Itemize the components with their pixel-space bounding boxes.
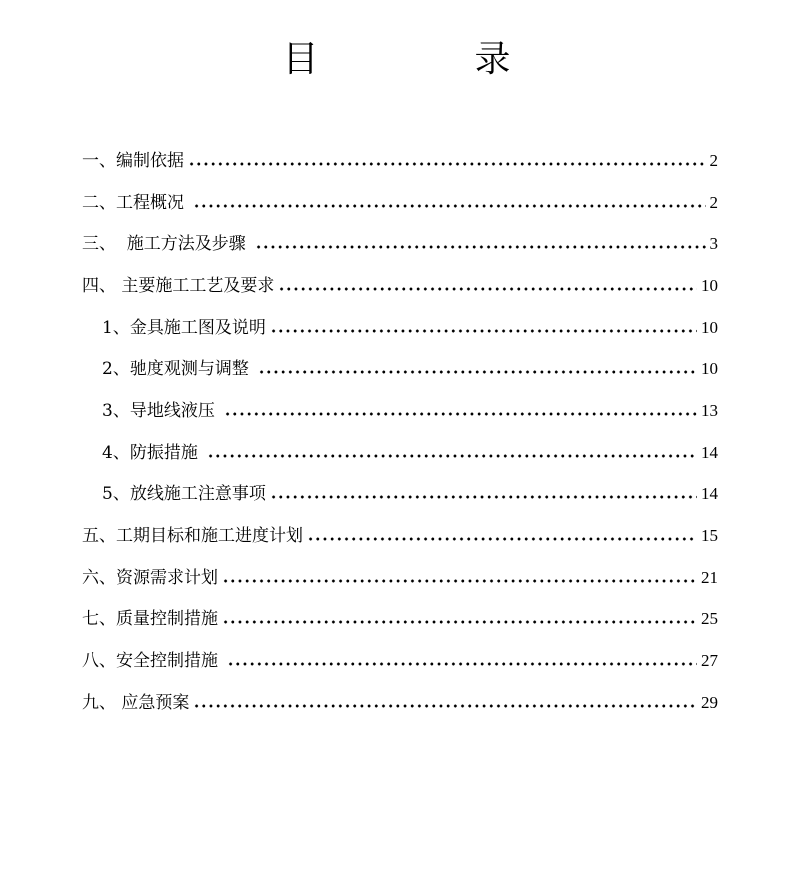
toc-entry-page: 2 <box>709 192 718 212</box>
toc-entry-page: 29 <box>701 692 718 712</box>
dot-leader <box>258 359 697 379</box>
toc-entry-page: 10 <box>701 359 718 379</box>
toc-entry-label: 三、 施工方法及步骤 <box>82 234 252 255</box>
toc-entry-label: 八、安全控制措施 <box>82 651 224 672</box>
toc-entry[interactable] <box>82 140 718 182</box>
toc-entry-page: 3 <box>709 234 718 254</box>
dot-leader <box>207 443 697 463</box>
toc-entry-page: 10 <box>701 317 718 337</box>
dot-leader <box>270 318 697 338</box>
toc-entry-label: 一、编制依据 <box>82 150 184 171</box>
toc-entry[interactable] <box>82 515 718 557</box>
toc-entry-label: 七、质量控制措施 <box>82 609 218 630</box>
toc-entry-label: 四、 主要施工工艺及要求 <box>82 275 275 296</box>
toc-entry[interactable] <box>82 682 718 724</box>
toc-entry-page: 25 <box>701 609 718 629</box>
toc-entry-page: 14 <box>701 442 718 462</box>
toc-entry-page: 27 <box>701 651 718 671</box>
dot-leader <box>193 193 705 213</box>
toc-subentry[interactable] <box>82 307 718 349</box>
dot-leader <box>188 151 706 171</box>
toc-entry-page: 15 <box>701 526 718 546</box>
toc-entry-page: 13 <box>701 400 718 420</box>
toc-entry-label: 六、资源需求计划 <box>82 567 218 588</box>
page-title: 目 录 <box>282 39 571 80</box>
toc-entry-label: 3、导地线液压 <box>102 400 221 421</box>
dot-leader <box>307 526 697 546</box>
toc-entry-page: 10 <box>701 275 718 295</box>
toc-entry-page: 14 <box>701 484 718 504</box>
toc-entry-label: 1、金具施工图及说明 <box>102 317 266 338</box>
dot-leader <box>278 276 697 296</box>
toc-entry-label: 九、 应急预案 <box>82 692 190 713</box>
toc-subentry[interactable] <box>82 390 718 432</box>
dot-leader <box>255 234 705 254</box>
dot-leader <box>193 693 697 713</box>
dot-leader <box>222 568 697 588</box>
toc-entry-label: 2、驰度观测与调整 <box>102 359 255 380</box>
toc-entry[interactable] <box>82 557 718 599</box>
dot-leader <box>227 651 697 671</box>
toc-entry-label: 五、工期目标和施工进度计划 <box>82 526 303 547</box>
toc-entry[interactable] <box>82 640 718 682</box>
toc-entry-label: 二、工程概况 <box>82 192 190 213</box>
toc-entry[interactable] <box>82 182 718 224</box>
toc-entry-label: 5、放线施工注意事项 <box>102 484 266 505</box>
table-of-contents <box>82 140 718 724</box>
toc-entry[interactable] <box>82 223 718 265</box>
dot-leader <box>222 609 697 629</box>
toc-subentry[interactable] <box>82 432 718 474</box>
dot-leader <box>270 484 697 504</box>
toc-subentry[interactable] <box>82 474 718 516</box>
toc-entry-page: 2 <box>709 150 718 170</box>
toc-entry[interactable] <box>82 265 718 307</box>
toc-entry-label: 4、防振措施 <box>102 442 204 463</box>
toc-entry-page: 21 <box>701 567 718 587</box>
toc-entry[interactable] <box>82 599 718 641</box>
toc-subentry[interactable] <box>82 348 718 390</box>
dot-leader <box>224 401 697 421</box>
